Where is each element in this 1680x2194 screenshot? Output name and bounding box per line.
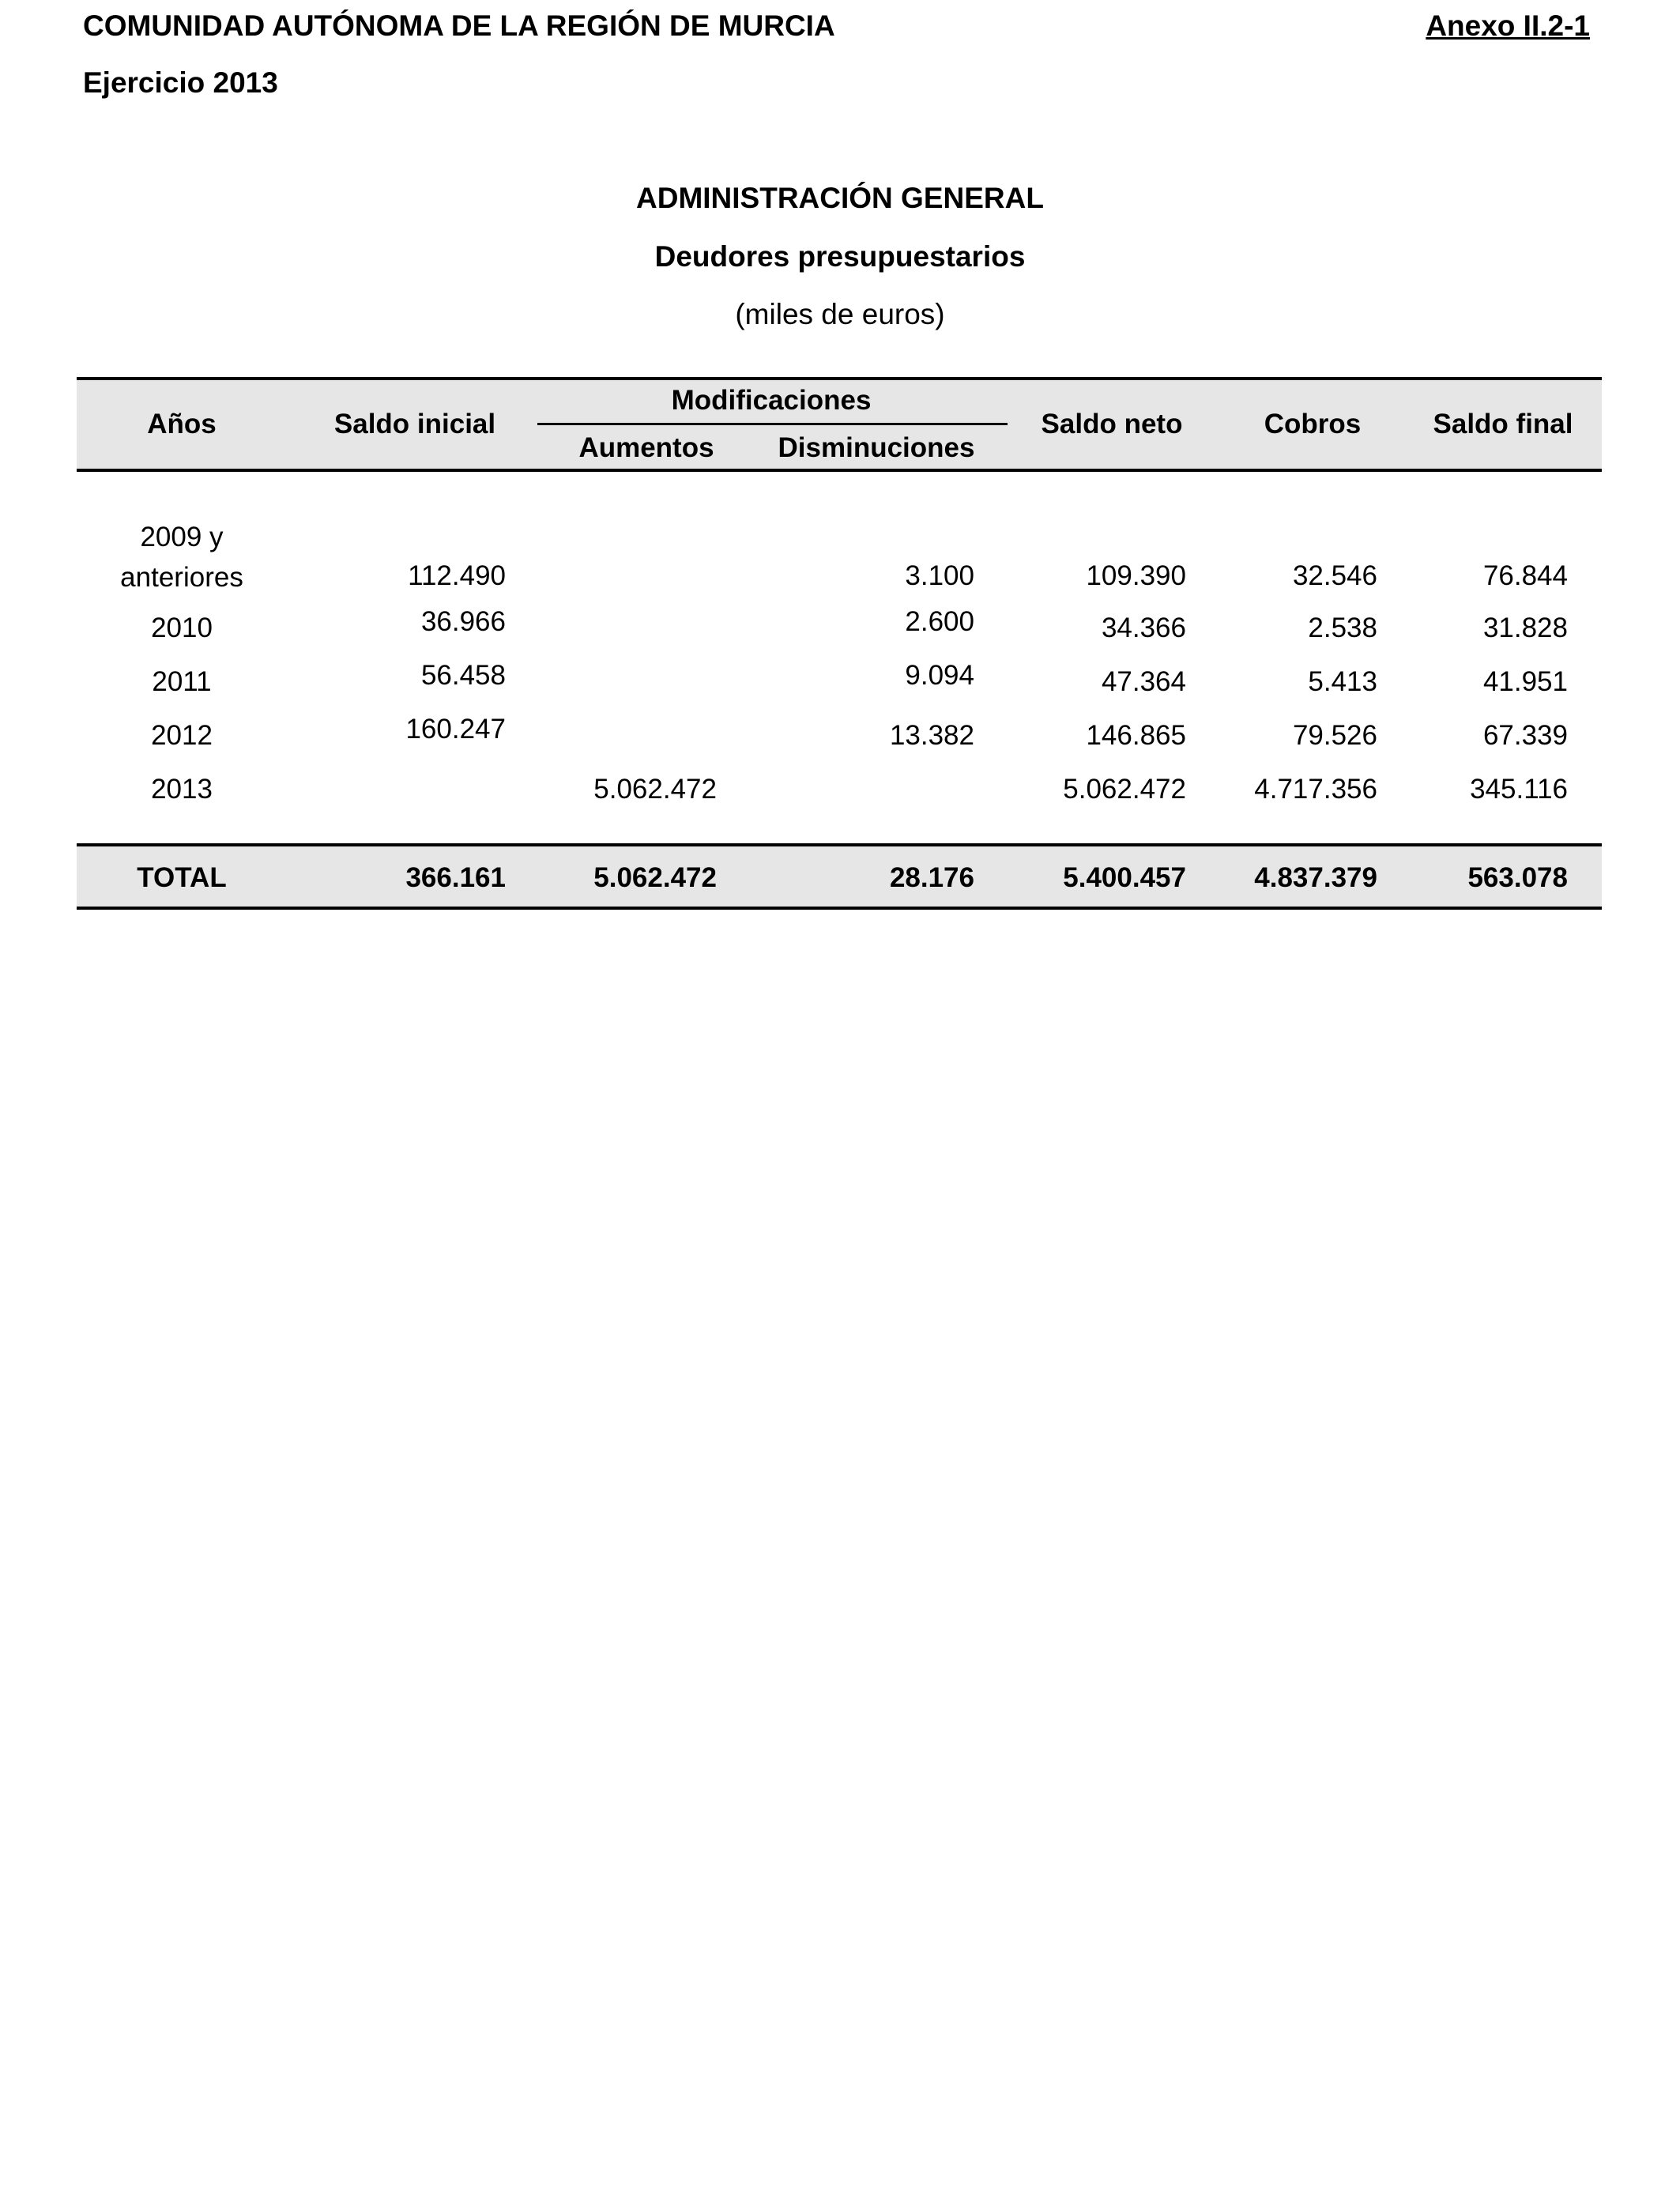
row-collections: 5.413: [1308, 666, 1377, 697]
row-initial: 56.458: [420, 660, 506, 691]
row-decreases: 2.600: [905, 606, 974, 637]
row-final: 31.828: [1482, 613, 1568, 643]
row-decreases: 13.382: [889, 720, 974, 751]
row-collections: 2.538: [1308, 613, 1377, 643]
document-entity: COMUNIDAD AUTÓNOMA DE LA REGIÓN DE MURCIA: [83, 9, 835, 42]
row-net: 146.865: [1086, 720, 1186, 751]
total-label: TOTAL: [137, 862, 227, 893]
report-subtitle: Deudores presupuestarios: [654, 240, 1026, 273]
row-final: 345.116: [1470, 774, 1568, 805]
report-title: ADMINISTRACIÓN GENERAL: [636, 182, 1044, 214]
annex-reference: Anexo II.2-1: [1426, 9, 1590, 42]
row-net: 5.062.472: [1063, 774, 1186, 805]
total-increases: 5.062.472: [593, 862, 717, 893]
total-final: 563.078: [1467, 862, 1568, 893]
row-collections: 32.546: [1292, 560, 1377, 591]
row-final: 76.844: [1482, 560, 1568, 591]
row-net: 34.366: [1101, 613, 1186, 643]
col-header-initial: Saldo inicial: [333, 409, 496, 439]
row-net: 109.390: [1086, 560, 1186, 591]
row-year: 2012: [151, 720, 213, 751]
col-header-final: Saldo final: [1433, 409, 1573, 439]
row-final: 41.951: [1482, 666, 1568, 697]
row-increases: 5.062.472: [593, 774, 717, 805]
row-year: 2011: [152, 666, 212, 697]
exercise-year: Ejercicio 2013: [83, 66, 278, 99]
total-decreases: 28.176: [889, 862, 974, 893]
col-header-net: Saldo neto: [1041, 409, 1183, 439]
col-header-decreases: Disminuciones: [778, 432, 975, 463]
row-year: 2013: [151, 774, 213, 805]
col-header-years: Años: [147, 409, 217, 439]
row-decreases: 9.094: [905, 660, 974, 691]
row-net: 47.364: [1101, 666, 1186, 697]
row-year: anteriores: [120, 562, 243, 593]
total-collections: 4.837.379: [1254, 862, 1377, 893]
row-initial: 36.966: [420, 606, 506, 637]
row-year: 2009 y: [140, 522, 224, 552]
row-initial: 160.247: [405, 714, 506, 745]
row-initial: 112.490: [408, 560, 506, 591]
row-final: 67.339: [1482, 720, 1568, 751]
total-initial: 366.161: [405, 862, 506, 893]
col-header-increases: Aumentos: [578, 432, 714, 463]
col-header-modifications: Modificaciones: [671, 385, 872, 416]
row-collections: 79.526: [1292, 720, 1377, 751]
report-units: (miles de euros): [735, 298, 945, 330]
row-collections: 4.717.356: [1254, 774, 1377, 805]
row-decreases: 3.100: [905, 560, 974, 591]
row-year: 2010: [151, 613, 213, 643]
total-net: 5.400.457: [1063, 862, 1186, 893]
modifications-divider: [537, 423, 1008, 425]
col-header-collections: Cobros: [1264, 409, 1362, 439]
